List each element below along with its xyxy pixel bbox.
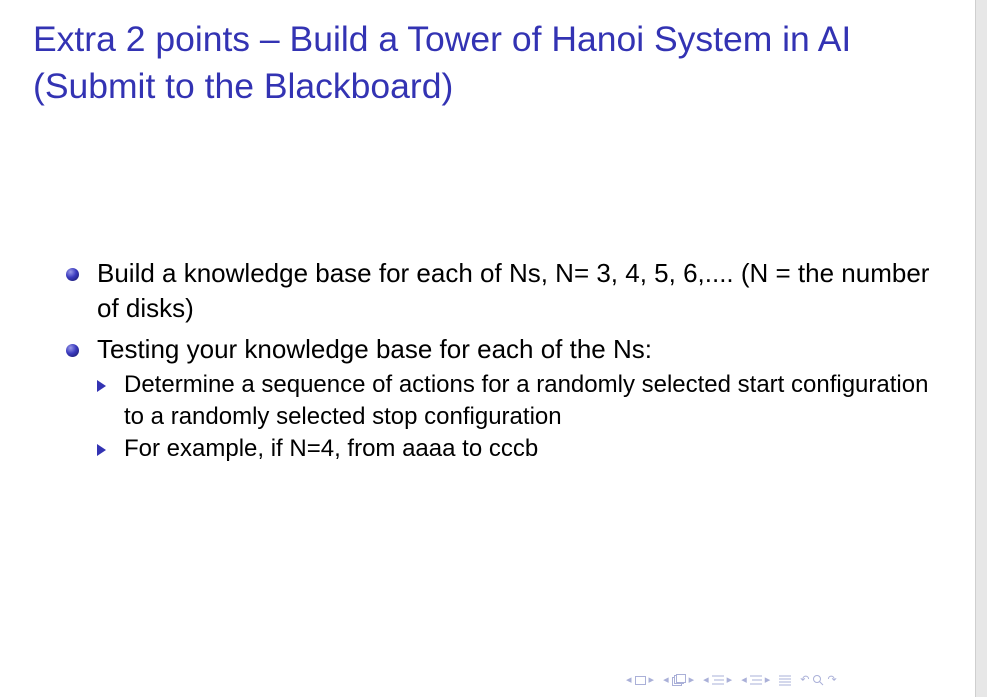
section-list-icon[interactable] bbox=[750, 674, 762, 686]
triangle-bullet-icon bbox=[97, 444, 106, 456]
arrow-right-icon[interactable]: ▸ bbox=[764, 673, 771, 686]
beamer-navigation-bar bbox=[626, 670, 840, 690]
bullet-item bbox=[66, 256, 946, 326]
bullet-ball-icon bbox=[66, 344, 79, 357]
arrow-left-icon[interactable]: ◂ bbox=[626, 673, 632, 686]
bullet-text: Testing your knowledge base for each of the Ns: bbox=[97, 334, 652, 364]
bullet-text: Build a knowledge base for each of Ns, N= 3, 4, 5, 6,.... (N = the number of disks) bbox=[97, 258, 930, 323]
subsection-icon[interactable] bbox=[672, 674, 686, 686]
arrow-left-icon[interactable]: ◂ bbox=[663, 673, 669, 686]
back-icon[interactable]: ↷ bbox=[827, 673, 837, 686]
sub-bullet-text: For example, if N=4, from aaaa to cccb bbox=[124, 435, 539, 462]
bullet-ball-icon bbox=[66, 268, 79, 281]
triangle-bullet-icon bbox=[97, 380, 106, 392]
frame-icon[interactable] bbox=[635, 676, 646, 685]
sub-bullet-item bbox=[66, 433, 946, 465]
sub-list bbox=[66, 369, 946, 465]
section-icon[interactable] bbox=[712, 674, 724, 686]
arrow-right-icon[interactable]: ▸ bbox=[688, 673, 695, 686]
undo-icon[interactable]: ↶ bbox=[800, 673, 810, 686]
slide-title: Extra 2 points – Build a Tower of Hanoi System in AI (Submit to the Blackboard) bbox=[33, 19, 852, 106]
arrow-left-icon[interactable]: ◂ bbox=[703, 673, 709, 686]
sub-bullet-item bbox=[66, 369, 946, 433]
slide-content bbox=[66, 256, 946, 465]
align-icon[interactable] bbox=[779, 674, 791, 686]
sub-bullet-text: Determine a sequence of actions for a randomly selected start configuration to a randomly selected stop configuration bbox=[124, 371, 929, 430]
window-edge bbox=[975, 0, 987, 697]
search-icon[interactable] bbox=[812, 674, 824, 686]
arrow-right-icon[interactable]: ▸ bbox=[648, 673, 655, 686]
arrow-right-icon[interactable]: ▸ bbox=[726, 673, 733, 686]
arrow-left-icon[interactable]: ◂ bbox=[741, 673, 747, 686]
bullet-item bbox=[66, 332, 946, 367]
